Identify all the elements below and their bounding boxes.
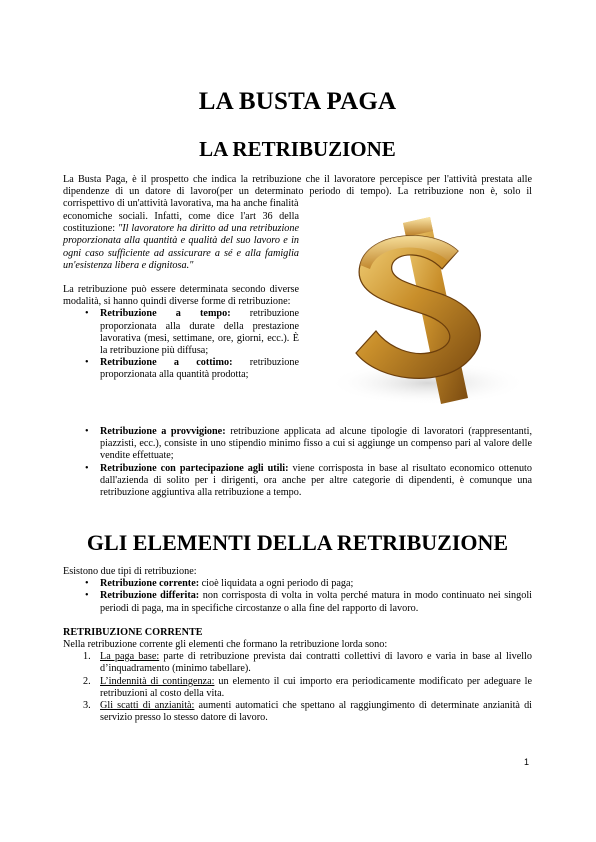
document-title: LA BUSTA PAGA	[198, 88, 397, 115]
forms-list-narrow	[63, 308, 299, 381]
current-heading: RETRIBUZIONE CORRENTE	[63, 626, 203, 638]
constitution-quote: "Il lavoratore ha diritto ad una retribuzione proporzionata alla quantità e qualità del suo lavoro e in ogni caso sufficiente ad assicurare a sé e alla famiglia un'esistenza libera e dignitosa."	[63, 223, 300, 271]
list-item: • Retribuzione con partecipazione agli utili: viene corrisposta in base al risultato economico ottenuto dall'azienda di solito per i dirigenti, ora anche per altre categorie di dipendenti, è comunque una retribuzione aggiuntiva alla retribuzione a tempo.	[63, 463, 532, 500]
list-item: 2. L’indennità di contingenza: un elemento il cui importo era periodicamente modificato per adeguare le retribuzioni al costo della vita.	[83, 675, 532, 699]
list-item: • Retribuzione a provvigione: retribuzione applicata ad alcune tipologie di lavoratori (rappresentanti, piazzisti, ecc.), consiste in uno stipendio minimo fisso a cui si aggiunge un compenso pari al valore delle vendite effettuate;	[63, 426, 532, 463]
list-item: • Retribuzione a cottimo: retribuzione proporzionata alla quantità prodotta;	[63, 357, 299, 381]
list-item: • Retribuzione differita: non corrisposta di volta in volta perché matura in modo continuato nei singoli periodi di paga, ma in specifiche circostanze o alla fine del rapporto di lavoro.	[63, 590, 532, 614]
intro-left-column	[63, 211, 299, 382]
section-title-elementi: GLI ELEMENTI DELLA RETRIBUZIONE	[86, 530, 509, 555]
intro-paragraph: La Busta Paga, è il prospetto che indica la retribuzione che il lavoratore percepisce per l'attività prestata alle dipendenze di un datore di lavoro(per un determinato periodo di tempo). La retribuzione non è, solo il corrispettivo di un'attività lavorativa, ma ha anche finalità	[63, 174, 532, 210]
types-list	[63, 578, 532, 615]
section-title-retribuzione: LA RETRIBUZIONE	[199, 137, 396, 161]
types-intro: Esistono due tipi di retribuzione:	[63, 566, 197, 577]
forms-intro: La retribuzione può essere determinata secondo diverse modalità, si hanno quindi diverse forme di retribuzione:	[63, 284, 299, 308]
list-item: • Retribuzione a tempo: retribuzione proporzionata alla durate della prestazione lavorativa (mesi, settimane, ore, giorni, ecc.). È la retribuzione più diffusa;	[63, 308, 299, 357]
elements-list	[63, 651, 532, 724]
list-item: • Retribuzione corrente: cioè liquidata a ogni periodo di paga;	[63, 578, 532, 590]
intro-text: economiche sociali. Infatti, come dice l'art 36 della costituzione:	[63, 211, 299, 235]
list-item: 3. Gli scatti di anzianità: aumenti automatici che spettano al raggiungimento di determinate anzianità di servizio presso lo stesso datore di lavoro.	[83, 700, 532, 724]
forms-list-wide	[63, 426, 532, 499]
list-item: 1. La paga base: parte di retribuzione prevista dai contratti collettivi di lavoro e varia in base al livello d’inquadramento (minimo tabellare).	[83, 651, 532, 675]
page-number: 1	[524, 757, 530, 767]
current-intro: Nella retribuzione corrente gli elementi che formano la retribuzione lorda sono:	[63, 639, 388, 651]
intro-paragraph-continued	[63, 211, 299, 272]
elements-section	[63, 566, 532, 724]
dollar-sign-image	[308, 213, 532, 413]
